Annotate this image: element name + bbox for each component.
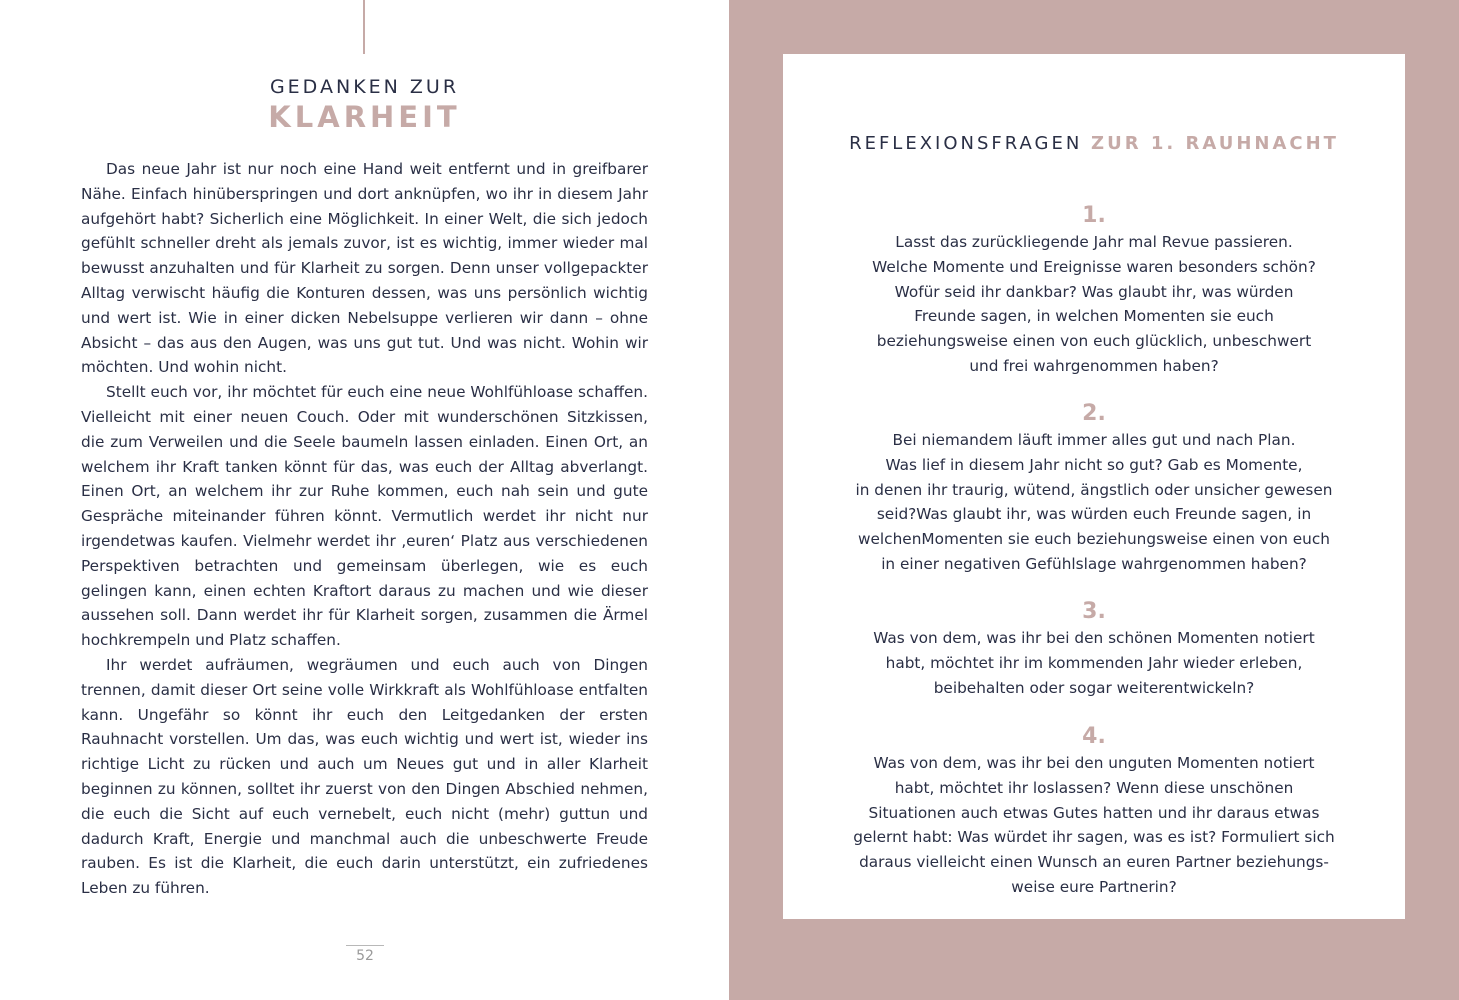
question-1 [813, 202, 1375, 379]
reflection-heading [783, 133, 1405, 154]
question-line: Situationen auch etwas Gutes hatten und ihr daraus etwas [868, 803, 1320, 822]
question-line: daraus vielleicht einen Wunsch an euren Partner beziehungs- [859, 853, 1329, 872]
reflection-card [783, 54, 1405, 919]
question-line: habt, möchtet ihr loslassen? Wenn diese unschönen [894, 778, 1294, 797]
question-4 [813, 723, 1375, 900]
paragraph-2: Stellt euch vor, ihr möchtet für euch eine neue Wohlfühloase schaffen. Vielleicht mit einer neuen Couch. Oder mit wunderschönen Sitzkissen, die zum Verweilen und die Seele baumeln lassen einladen. Einen Ort, an welchem ihr Kraft tanken könnt für das, was euch der Alltag abverlangt. Einen Ort, an welchem ihr zur Ruhe kommen, euch nah sein und gute Gespräche miteinander führen könnt. Vermutlich werdet ihr nicht nur irgendetwas kaufen. Vielmehr werdet ihr ‚euren‘ Platz aus verschiedenen Perspektiven betrachten und gemeinsam überlegen, wie es euch gelingen kann, einen echten Kraftort daraus zu machen und wie dieser aussehen soll. Dann werdet ihr für Klarheit sorgen, zusammen die Ärmel hochkrempeln und Platz schaffen. [81, 383, 648, 650]
question-line: gelernt habt: Was würdet ihr sagen, was es ist? Formuliert sich [853, 828, 1335, 847]
question-line: Was lief in diesem Jahr nicht so gut? Gab es Momente, [885, 455, 1303, 474]
question-line: Was von dem, was ihr bei den schönen Momenten notiert [873, 629, 1315, 647]
question-line: Lasst das zurückliegende Jahr mal Revue passieren. [895, 233, 1293, 251]
question-number: 2. [1082, 401, 1106, 426]
question-line: Wofür seid ihr dankbar? Was glaubt ihr, was würden [894, 282, 1294, 301]
question-line: Freunde sagen, in welchen Momenten sie euch [914, 307, 1274, 326]
question-text [813, 230, 1375, 379]
question-line: Welche Momente und Ereignisse waren besonders schön? [872, 257, 1316, 276]
page-number: 52 [356, 948, 374, 964]
question-3 [813, 598, 1375, 700]
question-line: seid?Was glaubt ihr, was würden euch Freunde sagen, in [876, 505, 1312, 524]
question-number: 3. [1082, 599, 1106, 624]
question-line: weise eure Partnerin? [1011, 877, 1177, 896]
question-text [813, 626, 1375, 700]
right-page [729, 0, 1459, 1000]
question-text [813, 751, 1375, 900]
question-line: welchenMomenten sie euch beziehungsweise einen von euch [858, 530, 1330, 549]
question-line: in denen ihr traurig, wütend, ängstlich oder unsicher gewesen [855, 480, 1333, 499]
question-line: habt, möchtet ihr im kommenden Jahr wieder erleben, [885, 653, 1303, 672]
question-line: und frei wahrgenommen haben? [969, 356, 1219, 375]
question-line: Was von dem, was ihr bei den unguten Momenten notiert [873, 754, 1315, 772]
question-text [813, 428, 1375, 577]
question-line: beibehalten oder sogar weiterentwickeln? [933, 678, 1255, 697]
question-line: beziehungsweise einen von euch glücklich, unbeschwert [876, 332, 1312, 351]
heading-kicker: GEDANKEN ZUR [269, 76, 460, 98]
body-text [81, 157, 648, 901]
question-number: 1. [1082, 203, 1106, 228]
question-line: in einer negativen Gefühlslage wahrgenommen haben? [881, 554, 1307, 573]
page-number-rule [346, 945, 384, 946]
top-divider-line [363, 0, 365, 54]
paragraph-3: Ihr werdet aufräumen, wegräumen und euch auch von Dingen trennen, damit dieser Ort seine volle Wirkkraft als Wohlfühloase entfalten kann. Ungefähr so könnt ihr euch den Leitgedanken der ersten Rauhnacht vorstellen. Um das, was euch wichtig und wert ist, wieder ins richtige Licht zu rücken und auch um Neues gut und in aller Klarheit beginnen zu können, solltet ihr zuerst von den Dingen Abschied nehmen, die euch die Sicht auf euch vernebelt, euch nicht (mehr) guttun und dadurch Kraft, Energie und manchmal auch die unbeschwerte Freude rauben. Es ist die Klarheit, die euch darin unterstützt, ein zufriedenes Leben zu führen. [81, 655, 648, 898]
question-number: 4. [1082, 724, 1106, 749]
reflection-heading-accent: ZUR 1. RAUHNACHT [1091, 133, 1339, 154]
reflection-heading-main: REFLEXIONSFRAGEN [849, 133, 1083, 154]
question-line: Bei niemandem läuft immer alles gut und nach Plan. [892, 431, 1296, 449]
question-2 [813, 400, 1375, 577]
paragraph-1: Das neue Jahr ist nur noch eine Hand weit entfernt und in greifbarer Nähe. Einfach hinüberspringen und dort anknüpfen, wo ihr in diesem Jahr aufgehört habt? Sicherlich eine Möglichkeit. In einer Welt, die sich jedoch gefühlt schneller dreht als jemals zuvor, ist es wichtig, immer wieder mal bewusst anzuhalten und für Klarheit zu sorgen. Denn unser vollgepackter Alltag verwischt häufig die Konturen dessen, was uns persönlich wichtig und wert ist. Wie in einer dicken Nebelsuppe verlieren wir dann – ohne Absicht – das aus den Augen, was uns gut tut. Und was nicht. Wohin wir möchten. Und wohin nicht. [81, 160, 648, 377]
left-page [0, 0, 729, 1000]
heading-title: KLARHEIT [268, 100, 461, 134]
